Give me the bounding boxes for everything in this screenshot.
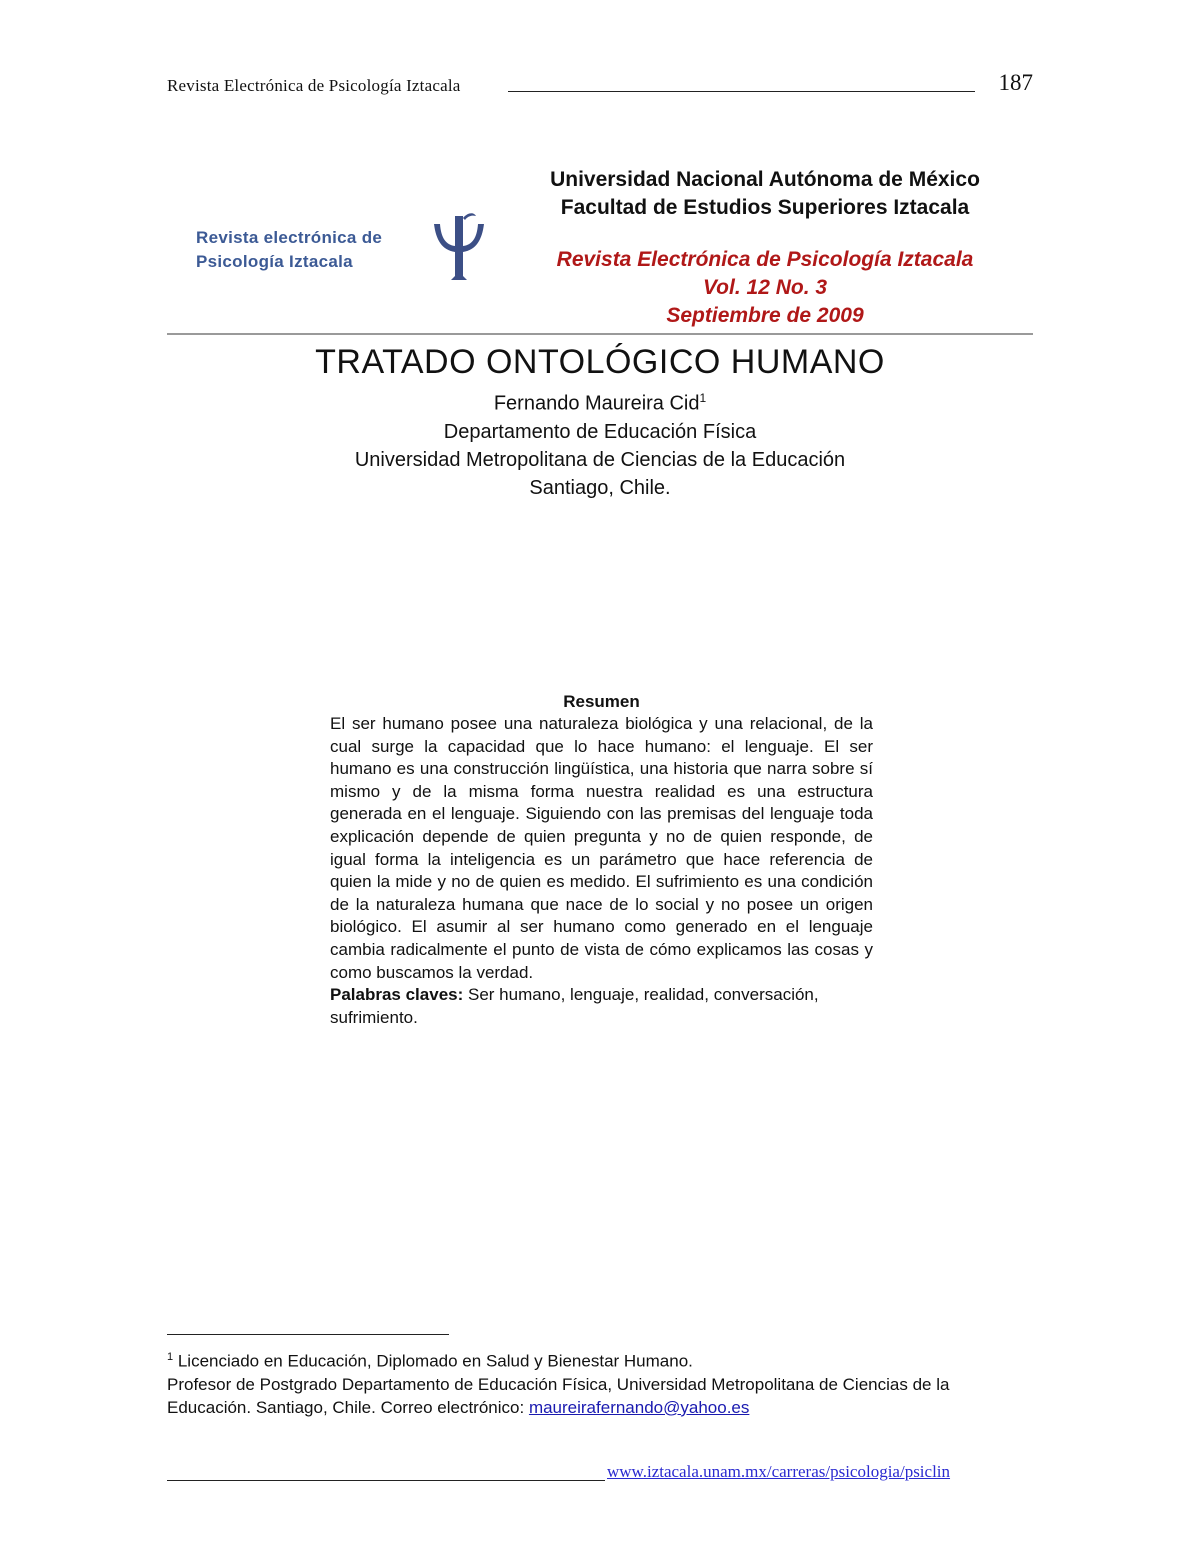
logo-line-1: Revista electrónica de [196, 228, 383, 247]
footnote-line-1 [167, 1346, 1033, 1373]
abstract-body: El ser humano posee una naturaleza biológica y una relacional, de la cual surge la capacidad que lo hace humano: el lenguaje. El ser humano es una construcción lingüística, una historia que narra sobre sí mismo y de la misma forma nuestra realidad es una estructura generada en el lenguaje. Siguiendo con las premisas del lenguaje toda explicación depende de quien pregunta y no de quien responde, de igual forma la inteligencia es un parámetro que hace referencia de quien la mide y no de quien es medido. El sufrimiento es una condición de la naturaleza humana que nace de lo social y no posee un origen biológico. El asumir al ser humano como generado en el lenguaje cambia radicalmente el punto de vista de cómo explicamos las cosas y como buscamos la verdad. [330, 714, 873, 982]
logo-line-2: Psicología Iztacala [196, 252, 353, 271]
footnote [167, 1346, 1033, 1419]
abstract-heading: Resumen [563, 692, 640, 711]
footnote-affiliation: Profesor de Postgrado Departamento de Educación Física, Universidad Metropolitana de Ciencias de la Educación. Santiago, Chile. Correo electrónico: [167, 1374, 950, 1417]
author-location: Santiago, Chile. [529, 476, 671, 499]
email-link[interactable]: maureirafernando@yahoo.es [528, 1397, 750, 1417]
footnote-mark: 1 [167, 1351, 174, 1363]
author-name: Fernando Maureira Cid [493, 392, 700, 415]
journal-name: Revista Electrónica de Psicología Iztacala [556, 248, 974, 271]
faculty-name: Facultad de Estudios Superiores Iztacala [560, 196, 970, 219]
journal-date: Septiembre de 2009 [666, 304, 864, 327]
footer-url-link[interactable]: www.iztacala.unam.mx/carreras/psicologia/psiclin [607, 1462, 951, 1481]
header-divider [167, 333, 1033, 335]
footnote-line-2 [167, 1373, 1033, 1419]
keywords-list: Ser humano, lenguaje, realidad, conversación, sufrimiento. [330, 985, 819, 1027]
author-line [167, 384, 1033, 418]
page-number: 187 [998, 70, 1033, 95]
page-footer [167, 1462, 1033, 1486]
journal-volume: Vol. 12 No. 3 [702, 276, 828, 299]
article-title: TRATADO ONTOLÓGICO HUMANO [315, 343, 885, 381]
running-header-journal: Revista Electrónica de Psicología Iztacala [167, 76, 461, 95]
institution-block [515, 166, 1015, 330]
title-block [167, 340, 1033, 502]
logo-text [196, 226, 382, 274]
author-department: Departamento de Educación Física [443, 420, 757, 443]
running-header [167, 70, 1033, 100]
author-footnote-mark[interactable]: 1 [699, 391, 707, 405]
keywords-label: Palabras claves: [330, 985, 464, 1005]
journal-logo [196, 210, 496, 290]
running-header-rule [508, 91, 975, 92]
psi-icon [428, 210, 490, 282]
abstract [330, 691, 873, 1029]
spacer [515, 222, 1015, 246]
keywords [330, 984, 873, 1029]
university-name: Universidad Nacional Autónoma de México [550, 168, 980, 191]
author-university: Universidad Metropolitana de Ciencias de la Educación [354, 448, 846, 471]
footer-rule [167, 1480, 605, 1481]
footnote-rule [167, 1334, 449, 1335]
footnote-credentials: Licenciado en Educación, Diplomado en Salud y Bienestar Humano. [173, 1351, 693, 1371]
